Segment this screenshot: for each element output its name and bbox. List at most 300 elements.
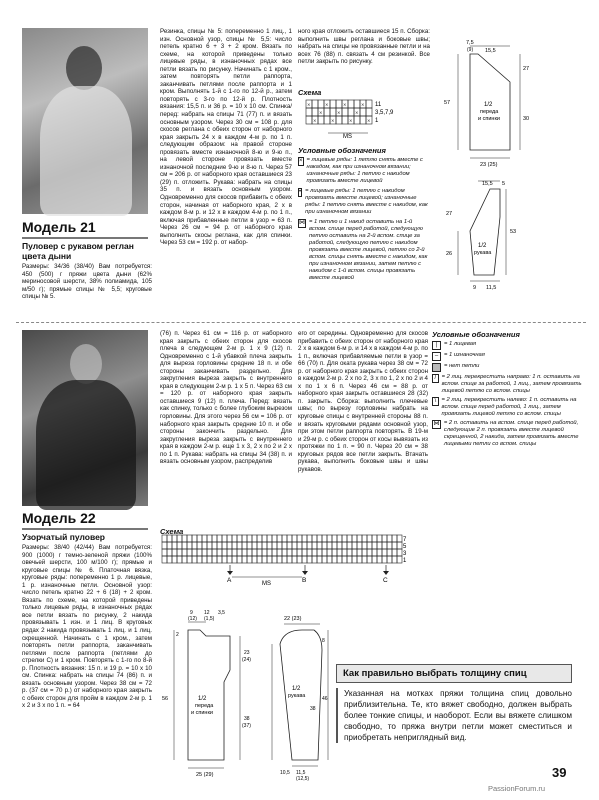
schema-cell xyxy=(392,542,397,549)
schema-cell xyxy=(317,542,322,549)
svg-text:2: 2 xyxy=(176,632,179,638)
schema-cell xyxy=(324,116,330,124)
schema-cell xyxy=(192,556,197,563)
schema-cell xyxy=(177,542,182,549)
model21-schema-label: Схема xyxy=(298,88,322,97)
schema-cell xyxy=(247,549,252,556)
schema-cell xyxy=(357,535,362,542)
schema-cell xyxy=(392,535,397,542)
svg-text:3: 3 xyxy=(403,551,407,557)
schema-cell xyxy=(312,556,317,563)
model22-sleeve-pattern xyxy=(262,610,332,780)
cable-symbol-icon: ⋈ xyxy=(433,421,440,427)
model21-col2: Резинка, спицы № 5: попеременно 1 лиц., 1 изн. Основной узор, спицы № 5,5: число петель кратно 6 + 3 + 2 кром. Вязать по схеме, на которой приведены только лицевые ряды, в изнаночных рядах все петли вязать по рисунку. Начинать с 1 кром., затем повторять петли раппорта, заканчивать петлями после раппорта и 1 кром. Выполнять 1-й с 1-го по 12-й р., затем повторять с 3-го по 12-й р. Плотность вязания: 15,5 п. и 36 р. = 10 х 10 см. Спинка/перед: набрать на спицы 71 (77) п. и вязать основным узором. Через 30 см = 108 р. для скосов реглана с обеих сторон от наборного края закрыть 24 х в каждом 4-м р. по 1 п. следующим образом: на правой стороне провязать вместе изнаночной 8-ю и 9-ю п., на левой стороне провязать вместе изнаночной последние 9-ю и 8-ю п. Через 57 см = 206 р. от наборного края оставшиеся 23 (29) п. отложить. Рукава: набрать на спицы 35 п. и вязать основным узором. Одновременно для скосов прибавить с обеих сторон, начиная от наборного края, 2 х в каждом 8-м р. и 12 х в каждом 4-м р. по 1 п., включая прибавленные петли в узор = 63 п. Через 26 см = 94 р. от наборного края выполнить скосы реглана, как для спинки. Через 53 см = 192 р. от набор- xyxy=(160,28,292,247)
schema-cell xyxy=(222,556,227,563)
model21-subtitle: Пуловер с рукавом реглан цвета дыни xyxy=(22,241,134,261)
schema-cell xyxy=(177,549,182,556)
schema-cell xyxy=(336,100,342,108)
model22-schema-label: Схема xyxy=(160,527,184,536)
schema-cell xyxy=(227,535,232,542)
cross-left-symbol-icon: \ xyxy=(432,397,439,406)
schema-cell xyxy=(342,108,348,116)
schema-cell xyxy=(262,549,267,556)
schema-cell xyxy=(367,556,372,563)
schema-cell xyxy=(332,549,337,556)
svg-text:15,5: 15,5 xyxy=(485,48,496,54)
schema-cell xyxy=(372,549,377,556)
schema-cell xyxy=(317,549,322,556)
schema-cell xyxy=(287,549,292,556)
schema-cell xyxy=(397,556,402,563)
svg-text:1: 1 xyxy=(403,558,407,564)
svg-text:53: 53 xyxy=(510,229,517,235)
schema-cell xyxy=(167,542,172,549)
model21-title: Модель 21 xyxy=(22,219,96,235)
schema-cell xyxy=(322,549,327,556)
knit-symbol-icon: | xyxy=(432,341,441,350)
schema-symbol: × xyxy=(325,102,329,109)
schema-symbol: × xyxy=(307,102,311,109)
page-number: 39 xyxy=(552,765,567,780)
section-divider xyxy=(16,322,586,323)
schema-symbol: × xyxy=(343,102,347,109)
schema-cell xyxy=(367,542,372,549)
schema-cell xyxy=(332,535,337,542)
schema-cell xyxy=(212,542,217,549)
schema-cell xyxy=(297,535,302,542)
schema-cell xyxy=(257,549,262,556)
svg-text:рукава: рукава xyxy=(474,250,492,256)
schema-cell xyxy=(342,542,347,549)
svg-text:3,5: 3,5 xyxy=(218,610,225,616)
svg-text:10,5: 10,5 xyxy=(280,770,290,776)
svg-text:B: B xyxy=(302,577,307,584)
schema-cell xyxy=(312,542,317,549)
schema-cell xyxy=(187,549,192,556)
schema-cell xyxy=(242,556,247,563)
schema-cell xyxy=(357,542,362,549)
schema-cell xyxy=(232,549,237,556)
schema-cell xyxy=(292,535,297,542)
svg-text:1/2: 1/2 xyxy=(198,696,207,702)
svg-text:(37): (37) xyxy=(242,723,251,729)
schema-cell xyxy=(354,100,360,108)
schema-cell xyxy=(342,116,348,124)
schema-cell xyxy=(382,535,387,542)
tip-box xyxy=(336,664,572,743)
schema-cell xyxy=(217,556,222,563)
schema-cell xyxy=(318,100,324,108)
schema-cell xyxy=(324,108,330,116)
schema-cell xyxy=(357,556,362,563)
schema-cell xyxy=(352,542,357,549)
schema-cell xyxy=(257,535,262,542)
svg-text:(12,5): (12,5) xyxy=(296,776,310,782)
model21-legend xyxy=(298,157,430,282)
schema-cell xyxy=(182,542,187,549)
svg-text:23 (25): 23 (25) xyxy=(480,162,498,168)
schema-cell xyxy=(362,549,367,556)
svg-text:30: 30 xyxy=(523,116,530,122)
schema-cell xyxy=(377,549,382,556)
schema-cell xyxy=(262,556,267,563)
model21-title-rule xyxy=(22,237,148,239)
svg-text:переда: переда xyxy=(195,703,214,709)
schema-cell xyxy=(197,556,202,563)
schema-cell xyxy=(197,542,202,549)
schema-cell xyxy=(257,556,262,563)
schema-cell xyxy=(387,542,392,549)
schema-cell xyxy=(222,542,227,549)
schema-cell xyxy=(307,549,312,556)
schema-cell xyxy=(237,549,242,556)
schema-cell xyxy=(267,556,272,563)
svg-text:и спинки: и спинки xyxy=(478,116,500,122)
schema-symbol: × xyxy=(349,118,353,125)
schema-cell xyxy=(287,556,292,563)
schema-cell xyxy=(377,556,382,563)
schema-cell xyxy=(382,542,387,549)
schema-cell xyxy=(302,556,307,563)
knit-together-symbol-icon: • xyxy=(299,189,302,195)
svg-text:рукава: рукава xyxy=(288,693,306,699)
schema-cell xyxy=(312,100,318,108)
schema-cell xyxy=(302,542,307,549)
schema-cell xyxy=(347,535,352,542)
schema-cell xyxy=(252,542,257,549)
schema-cell xyxy=(327,549,332,556)
model22-legend: | = 1 лицевая – = 1 изнаночная = нет петли / = 2 лиц. перекрестить направо: 1 п. оставить на вспом. спице за работой, 1 лиц., затем провязать лицевой петлю со вспом. спицы \ = 2 лиц. перекрестить налево: 1 п. оставить на вспом. спице перед работой, 1 лиц., затем провязать лицевой петлю со вспом. спицы ⋈ = 2 п. оставить на вспом. спице перед работой, следующие 2 п. провязать вместе лицевой скрещенной, 2 накида, затем провязать вместе лицевыми петли со вспом. спицы xyxy=(433,341,582,447)
schema-cell xyxy=(372,535,377,542)
schema-cell xyxy=(272,535,277,542)
schema-cell xyxy=(337,535,342,542)
schema-cell xyxy=(182,549,187,556)
schema-cell xyxy=(367,549,372,556)
schema-cell xyxy=(327,556,332,563)
model22-col1: Размеры: 38/40 (42/44) Вам потребуется: 900 (1000) г темно-зеленой пряжи (100% овечьей шерсти, 100 м/100 г); прямые и круговые спицы № 6. Платочная вязка, круговые ряды: попеременно 1 р. лицевые, 1 р. изнаночные петли. Основной узор: число петель кратно 22 + 6 (18) + 2 кром. Вязать по схеме, на которой приведены только лицевые ряды, в изнаночных рядах все петли вязать по рисунку, 2 накида провязывать 1 изн. и 1 лиц. В круговых рядах 2 накида провязывать 1 лиц. и 1 лиц. скрещенной. Начинать с 1 кром., затем повторять петли раппорта, заканчивать петлями после раппорта (петлями до стрелки С) и 1 кром. Повторять с 1-го по 8-й р. Плотность вязания: 15 п. и 19 р. = 10 х 10 см. Спинка: набрать на спицы 74 (86) п. и вязать основным узором. Через 38 см = 72 р. (37 см = 70 р.) от наборного края закрыть с обеих сторон для пройм в каждом 2-м р. 1 х 2 и 3 х по 1 п. = 64 xyxy=(22,544,152,710)
svg-text:22 (23): 22 (23) xyxy=(284,616,302,622)
legend-item: = лицевые ряды: 1 петлю с накидом провязать вместе лицевой; изнаночные ряды: 1 петлю снять вместе с накидом, как при изнаночном вязании xyxy=(305,188,428,215)
schema-cell xyxy=(162,549,167,556)
schema-cell xyxy=(167,535,172,542)
schema-symbol: × xyxy=(319,110,323,117)
svg-text:5: 5 xyxy=(502,181,506,187)
schema-cell xyxy=(330,108,336,116)
schema-cell xyxy=(277,535,282,542)
schema-cell xyxy=(202,535,207,542)
schema-cell xyxy=(172,535,177,542)
schema-cell xyxy=(187,556,192,563)
svg-text:переда: переда xyxy=(480,109,499,115)
schema-cell xyxy=(202,542,207,549)
schema-cell xyxy=(232,535,237,542)
schema-cell xyxy=(306,116,312,124)
schema-cell xyxy=(387,535,392,542)
schema-cell xyxy=(247,542,252,549)
schema-cell xyxy=(167,556,172,563)
schema-cell xyxy=(267,549,272,556)
schema-cell xyxy=(397,549,402,556)
svg-text:(24): (24) xyxy=(242,657,251,663)
schema-cell xyxy=(307,542,312,549)
svg-text:1/2: 1/2 xyxy=(292,686,301,692)
schema-cell xyxy=(172,549,177,556)
schema-cell xyxy=(207,535,212,542)
model22-body-pattern xyxy=(160,610,275,780)
schema-cell xyxy=(382,549,387,556)
model21-schema xyxy=(298,98,433,140)
svg-text:27: 27 xyxy=(446,211,453,217)
schema-cell xyxy=(322,556,327,563)
svg-text:27: 27 xyxy=(523,66,530,72)
svg-text:9: 9 xyxy=(473,285,477,291)
svg-text:26: 26 xyxy=(446,251,453,257)
svg-text:(9): (9) xyxy=(467,47,474,53)
schema-cell xyxy=(252,549,257,556)
tip-text: Указанная на мотках пряжи толщина спиц довольно приблизительна. Те, кто вяжет свободно, должен выбрать более тонкие спицы, и наоборот. Если вы вяжете слишком свободно, то пряжа внутри петли может сместиться и приобретать неприглядный вид. xyxy=(336,688,572,743)
schema-cell xyxy=(222,535,227,542)
schema-cell xyxy=(242,535,247,542)
schema-cell xyxy=(197,549,202,556)
cross-right-symbol-icon: / xyxy=(432,374,439,383)
schema-cell xyxy=(366,108,372,116)
schema-cell xyxy=(222,549,227,556)
schema-cell xyxy=(232,556,237,563)
schema-cell xyxy=(272,549,277,556)
schema-cell xyxy=(237,542,242,549)
svg-text:1/2: 1/2 xyxy=(484,102,493,108)
schema-cell xyxy=(207,542,212,549)
schema-cell xyxy=(277,556,282,563)
svg-text:A: A xyxy=(227,577,232,584)
schema-cell xyxy=(307,535,312,542)
schema-cell xyxy=(347,556,352,563)
schema-cell xyxy=(336,116,342,124)
schema-cell xyxy=(332,542,337,549)
schema-cell xyxy=(337,542,342,549)
schema-cell xyxy=(302,535,307,542)
svg-text:57: 57 xyxy=(444,100,451,106)
schema-cell xyxy=(377,542,382,549)
legend-item: = лицевые ряды: 1 петлю снять вместе с накадом, как при изнаночном вязании; изнаночные ряды: 1 петлю с накидом провязать вместе лицевой xyxy=(306,157,423,184)
schema-cell xyxy=(162,535,167,542)
no-stitch-symbol-icon xyxy=(432,363,441,372)
schema-symbol: × xyxy=(367,118,371,125)
schema-cell xyxy=(362,542,367,549)
schema-cell xyxy=(212,549,217,556)
schema-cell xyxy=(382,556,387,563)
schema-cell xyxy=(312,108,318,116)
watermark: PassionForum.ru xyxy=(488,784,546,793)
svg-text:46: 46 xyxy=(322,696,328,702)
schema-cell xyxy=(217,535,222,542)
schema-cell xyxy=(252,535,257,542)
model21-col3: ного края отложить оставшиеся 15 п. Сборка: выполнить швы реглана и боковые швы; набрать на спицы не провязанные петли и на всех 76 (88) п. связать 4 см резинкой. Все петли закрыть по рисунку. xyxy=(298,28,430,66)
schema-cell xyxy=(302,549,307,556)
schema-cell xyxy=(327,535,332,542)
svg-text:11,5: 11,5 xyxy=(486,285,497,291)
schema-cell xyxy=(307,556,312,563)
schema-cell xyxy=(267,535,272,542)
schema-cell xyxy=(354,116,360,124)
schema-cell xyxy=(192,542,197,549)
schema-cell xyxy=(362,556,367,563)
schema-row-label: 11 xyxy=(375,102,382,108)
model22-schema xyxy=(160,535,420,595)
schema-cell xyxy=(282,542,287,549)
slip-stitch-symbol-icon: × xyxy=(299,158,303,164)
purl-symbol-icon: – xyxy=(432,352,441,361)
schema-cell xyxy=(242,549,247,556)
schema-cell xyxy=(342,535,347,542)
model21-col1: Размеры: 34/36 (38/40) Вам потребуется: 450 (500) г пряжи цвета дыни (62% мериносовой шерсти, 38% полиамида, 105 м/50 г); прямые спицы № 5,5; круговые спицы № 5. xyxy=(22,263,152,301)
schema-cell xyxy=(317,535,322,542)
svg-text:8: 8 xyxy=(322,638,325,644)
schema-cell xyxy=(287,535,292,542)
schema-cell xyxy=(247,556,252,563)
svg-text:7,5: 7,5 xyxy=(466,40,474,46)
schema-cell xyxy=(348,108,354,116)
schema-cell xyxy=(347,549,352,556)
schema-cell xyxy=(272,542,277,549)
schema-cell xyxy=(172,542,177,549)
schema-cell xyxy=(252,556,257,563)
schema-cell xyxy=(187,535,192,542)
schema-cell xyxy=(317,556,322,563)
schema-cell xyxy=(392,549,397,556)
schema-cell xyxy=(262,535,267,542)
schema-cell xyxy=(227,542,232,549)
schema-cell xyxy=(177,535,182,542)
schema-cell xyxy=(167,549,172,556)
schema-cell xyxy=(330,100,336,108)
schema-cell xyxy=(282,535,287,542)
svg-text:11,5: 11,5 xyxy=(296,770,306,776)
schema-cell xyxy=(272,556,277,563)
schema-cell xyxy=(362,535,367,542)
schema-cell xyxy=(267,542,272,549)
schema-cell xyxy=(282,549,287,556)
svg-text:(12): (12) xyxy=(188,616,197,622)
schema-cell xyxy=(162,556,167,563)
model21-sleeve-pattern xyxy=(440,175,555,291)
schema-row-label: 3,5,7,9 xyxy=(375,110,394,116)
model21-photo xyxy=(22,28,148,214)
schema-cell xyxy=(182,535,187,542)
schema-cell xyxy=(387,549,392,556)
schema-cell xyxy=(342,556,347,563)
schema-cell xyxy=(172,556,177,563)
schema-cell xyxy=(360,108,366,116)
schema-cell xyxy=(212,556,217,563)
schema-cell xyxy=(357,549,362,556)
schema-cell xyxy=(217,549,222,556)
schema-cell xyxy=(352,549,357,556)
schema-cell xyxy=(212,535,217,542)
schema-cell xyxy=(237,556,242,563)
svg-text:23: 23 xyxy=(244,650,250,656)
model22-subtitle: Узорчатый пуловер xyxy=(22,532,105,542)
schema-cell xyxy=(322,542,327,549)
svg-text:12: 12 xyxy=(204,610,210,616)
svg-text:38: 38 xyxy=(244,716,250,722)
svg-text:(1,5): (1,5) xyxy=(204,616,215,622)
svg-text:56: 56 xyxy=(162,696,169,702)
schema-cell xyxy=(257,542,262,549)
schema-cell xyxy=(397,535,402,542)
schema-cell xyxy=(352,535,357,542)
schema-cell xyxy=(227,549,232,556)
schema-cell xyxy=(217,542,222,549)
schema-cell xyxy=(192,549,197,556)
schema-cell xyxy=(292,549,297,556)
schema-cell xyxy=(337,556,342,563)
schema-cell xyxy=(207,556,212,563)
schema-symbol: × xyxy=(313,118,317,125)
schema-cell xyxy=(342,549,347,556)
svg-text:и спинки: и спинки xyxy=(191,710,213,716)
schema-cell xyxy=(237,535,242,542)
schema-cell xyxy=(360,116,366,124)
schema-cell xyxy=(327,542,332,549)
schema-cell xyxy=(277,542,282,549)
schema-cell xyxy=(337,549,342,556)
schema-cell xyxy=(297,542,302,549)
model22-col2: (76) п. Через 61 см = 116 р. от наборного края закрыть с обеих сторон для скосов плеча в следующем 2-м р. 1 х 9 (12) п. Одновременно с 1-й убавкой плеча закрыть для выреза горловины средние 18 п. и обе стороны заканчивать раздельно. Для закругления выреза закрыть с внутреннего края в следующем 2-м р. 1 х 5 п. Через 63 см = 120 р. от наборного края закрыть оставшиеся 9 (12) п. плеча. Перед: вязать как спинку, только с более глубоким вырезом горловины. Для этого через 56 см = 106 р. от наборного края закрыть средние 10 п. и обе стороны закончить раздельно. Для закругления выреза закрыть с внутреннего края в каждом 2-м р. еще 1 х 3, 2 х по 2 и 2 х по 1 п. Рукава: набрать на спицы 34 (38) п. и вязать основным узором, распределив xyxy=(160,330,292,466)
svg-text:7: 7 xyxy=(403,537,407,543)
schema-cell xyxy=(397,542,402,549)
schema-cell xyxy=(312,549,317,556)
schema-cell xyxy=(202,549,207,556)
schema-cell xyxy=(227,556,232,563)
schema-cell xyxy=(282,556,287,563)
model21-body-pattern xyxy=(440,40,555,170)
schema-cell xyxy=(247,535,252,542)
model22-title: Модель 22 xyxy=(22,510,96,526)
model22-photo xyxy=(22,330,148,506)
schema-cell xyxy=(297,549,302,556)
model22-title-rule xyxy=(22,528,148,530)
model21-legend-title: Условные обозначения xyxy=(298,146,386,155)
ms-label: MS xyxy=(343,134,352,140)
schema-cell xyxy=(177,556,182,563)
svg-text:5: 5 xyxy=(403,544,407,550)
cable-symbol-icon: ⋈ xyxy=(299,220,305,226)
schema-symbol: × xyxy=(331,118,335,125)
svg-text:C: C xyxy=(383,577,388,584)
schema-cell xyxy=(322,535,327,542)
svg-text:1/2: 1/2 xyxy=(478,243,487,249)
model22-col3: его от середины. Одновременно для скосов прибавить с обеих сторон от наборного края 2 х в каждом 6-м р. и 14 х в каждом 4-м р. по 1 п., включая прибавляемые петли в узор = 66 (70) п. Для оката рукава через 38 см = 72 р. от наборного края закрыть с обеих сторон в каждом 2-м р. 2 х по 2, 3 х по 1, 2 х по 2 и 4 х по 1 х 6 п. Через 46 см = 88 р. от наборного края закрыть оставшиеся 28 (32) п. закрыть. Сборка: выполнить плечевые швы; по вырезу горловины набрать на круговые спицы с внутренней стороны 88 п. и вязать круговыми рядами основной узор, при этом петли раппорта повторять. В 19-м и 29-м р. с обеих сторон от косы вывязать из протяжки по 1 п. = 90 п. Через 20 см = 38 круговых рядов все петли закрыть. Втачать рукава, выполнить боковые швы и швы рукавов. xyxy=(298,330,428,473)
svg-text:9: 9 xyxy=(190,610,193,616)
schema-cell xyxy=(372,556,377,563)
schema-cell xyxy=(377,535,382,542)
svg-text:25 (29): 25 (29) xyxy=(196,772,214,778)
schema-cell xyxy=(207,549,212,556)
schema-cell xyxy=(312,535,317,542)
schema-cell xyxy=(242,542,247,549)
schema-symbol: × xyxy=(361,102,365,109)
schema-row-label: 1 xyxy=(375,118,379,124)
schema-cell xyxy=(372,542,377,549)
schema-cell xyxy=(366,100,372,108)
schema-cell xyxy=(197,535,202,542)
schema-cell xyxy=(187,542,192,549)
schema-cell xyxy=(332,556,337,563)
schema-cell xyxy=(192,535,197,542)
schema-symbol: × xyxy=(337,110,341,117)
schema-symbol: × xyxy=(355,110,359,117)
